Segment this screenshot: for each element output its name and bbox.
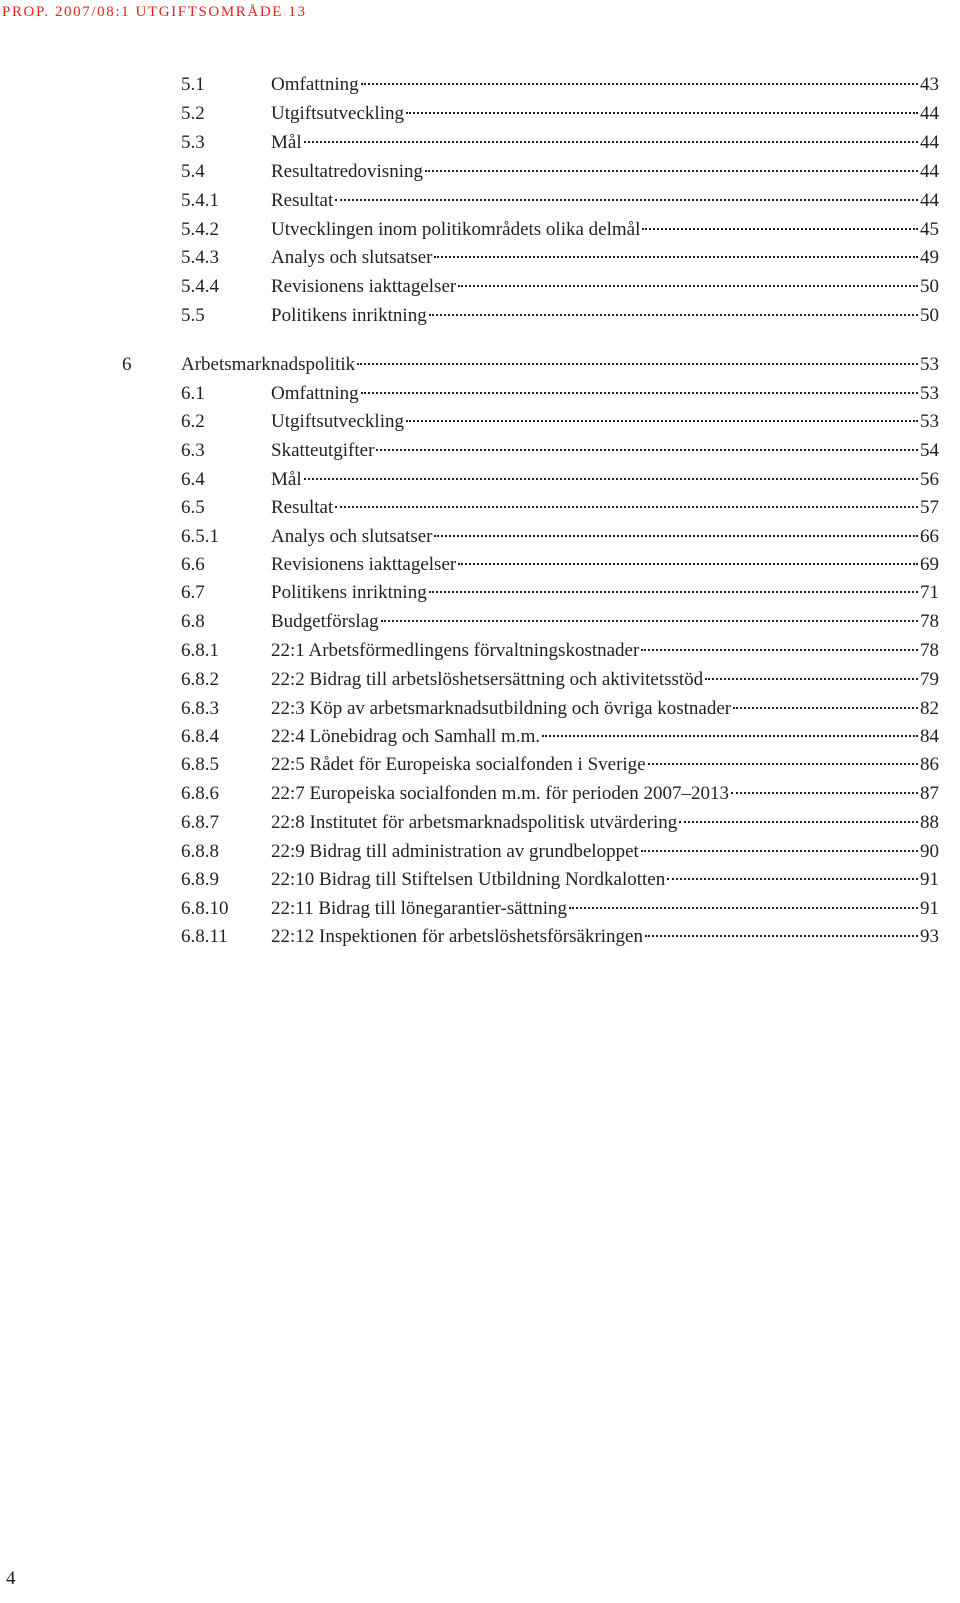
entry-title: 22:5 Rådet för Europeiska socialfonden i Sverige bbox=[271, 754, 646, 775]
entry-number: 5.1 bbox=[181, 74, 205, 95]
entry-title: Analys och slutsatser bbox=[271, 526, 433, 547]
entry-number: 6.8.5 bbox=[181, 754, 219, 775]
toc-entry[interactable] bbox=[0, 894, 960, 923]
entry-title: Resultatredovisning bbox=[271, 161, 423, 182]
toc-entry[interactable] bbox=[0, 465, 960, 494]
entry-line bbox=[271, 550, 939, 579]
entry-title: Politikens inriktning bbox=[271, 305, 427, 326]
entry-title: Analys och slutsatser bbox=[271, 247, 433, 268]
toc-entry[interactable] bbox=[0, 694, 960, 723]
entry-page-number: 44 bbox=[920, 103, 939, 124]
entry-line bbox=[271, 779, 939, 808]
entry-title: Skatteutgifter bbox=[271, 440, 375, 461]
toc-entry[interactable] bbox=[0, 779, 960, 808]
entry-title: Arbetsmarknadspolitik bbox=[181, 354, 356, 375]
dot-leader bbox=[434, 256, 918, 258]
entry-title: Utgiftsutveckling bbox=[271, 103, 404, 124]
entry-number: 6.8.6 bbox=[181, 783, 219, 804]
entry-number: 6.8.11 bbox=[181, 926, 228, 947]
entry-title: 22:2 Bidrag till arbetslöshetsersättning och aktivitetsstöd bbox=[271, 669, 704, 690]
entry-line bbox=[271, 465, 939, 494]
entry-page-number: 44 bbox=[920, 190, 939, 211]
entry-line bbox=[271, 922, 939, 951]
entry-line bbox=[271, 636, 939, 665]
entry-number: 5.4.3 bbox=[181, 247, 219, 268]
entry-line bbox=[271, 243, 939, 272]
dot-leader bbox=[357, 363, 918, 365]
entry-page-number: 69 bbox=[920, 554, 939, 575]
toc-entry[interactable] bbox=[0, 922, 960, 951]
entry-title: Mål bbox=[271, 132, 302, 153]
entry-number: 5.4 bbox=[181, 161, 205, 182]
entry-page-number: 78 bbox=[920, 611, 939, 632]
dot-leader bbox=[406, 420, 918, 422]
entry-page-number: 86 bbox=[920, 754, 939, 775]
entry-title: Utgiftsutveckling bbox=[271, 411, 404, 432]
entry-page-number: 87 bbox=[920, 783, 939, 804]
entry-line bbox=[271, 522, 939, 551]
toc-entry[interactable] bbox=[0, 128, 960, 157]
toc-entry[interactable] bbox=[0, 522, 960, 551]
entry-line bbox=[271, 407, 939, 436]
entry-title: 22:3 Köp av arbetsmarknadsutbildning och övriga kostnader bbox=[271, 698, 732, 719]
entry-number: 6.4 bbox=[181, 469, 205, 490]
entry-number: 6.7 bbox=[181, 582, 205, 603]
entry-line bbox=[271, 215, 939, 244]
dot-leader bbox=[641, 649, 918, 651]
entry-page-number: 91 bbox=[920, 869, 939, 890]
entry-title: Revisionens iakttagelser bbox=[271, 276, 457, 297]
entry-title: 22:7 Europeiska socialfonden m.m. för perioden 2007–2013 bbox=[271, 783, 730, 804]
entry-title: 22:12 Inspektionen för arbetslöshetsförsäkringen bbox=[271, 926, 643, 947]
dot-leader bbox=[641, 850, 918, 852]
entry-page-number: 43 bbox=[920, 74, 939, 95]
entry-line bbox=[271, 894, 939, 923]
dot-leader bbox=[645, 935, 918, 937]
toc-entry[interactable] bbox=[0, 837, 960, 866]
entry-page-number: 84 bbox=[920, 726, 939, 747]
entry-page-number: 79 bbox=[920, 669, 939, 690]
entry-line bbox=[271, 379, 939, 408]
entry-number: 6.8.8 bbox=[181, 841, 219, 862]
entry-page-number: 50 bbox=[920, 276, 939, 297]
dot-leader bbox=[569, 907, 918, 909]
entry-number: 6.1 bbox=[181, 383, 205, 404]
toc-entry[interactable] bbox=[0, 243, 960, 272]
entry-title: Omfattning bbox=[271, 383, 359, 404]
entry-line bbox=[271, 99, 939, 128]
entry-line bbox=[271, 301, 939, 330]
entry-page-number: 90 bbox=[920, 841, 939, 862]
entry-number: 6.3 bbox=[181, 440, 205, 461]
entry-number: 6.5.1 bbox=[181, 526, 219, 547]
entry-number: 6.8.10 bbox=[181, 898, 229, 919]
entry-page-number: 78 bbox=[920, 640, 939, 661]
entry-line bbox=[271, 607, 939, 636]
entry-number: 6.8.1 bbox=[181, 640, 219, 661]
entry-page-number: 93 bbox=[920, 926, 939, 947]
entry-line bbox=[271, 186, 939, 215]
entry-title: Resultat bbox=[271, 190, 334, 211]
dot-leader bbox=[733, 707, 918, 709]
entry-page-number: 53 bbox=[920, 383, 939, 404]
dot-leader bbox=[705, 678, 918, 680]
dot-leader bbox=[335, 199, 918, 201]
toc-entry[interactable] bbox=[0, 301, 960, 330]
toc-entry[interactable] bbox=[0, 636, 960, 665]
toc-entry[interactable] bbox=[0, 436, 960, 465]
entry-page-number: 53 bbox=[920, 354, 939, 375]
dot-leader bbox=[731, 792, 918, 794]
entry-title: Omfattning bbox=[271, 74, 359, 95]
entry-page-number: 56 bbox=[920, 469, 939, 490]
dot-leader bbox=[434, 535, 918, 537]
dot-leader bbox=[361, 392, 918, 394]
entry-number: 6.2 bbox=[181, 411, 205, 432]
entry-line bbox=[271, 272, 939, 301]
entry-number: 6.8.9 bbox=[181, 869, 219, 890]
toc-entry[interactable] bbox=[0, 550, 960, 579]
entry-number: 6.8.3 bbox=[181, 698, 219, 719]
dot-leader bbox=[458, 285, 918, 287]
entry-number: 6 bbox=[122, 354, 132, 375]
entry-line bbox=[271, 128, 939, 157]
entry-line bbox=[181, 350, 939, 379]
dot-leader bbox=[376, 449, 918, 451]
toc-entry[interactable] bbox=[0, 70, 960, 99]
entry-line bbox=[271, 665, 939, 694]
toc-entry[interactable] bbox=[0, 665, 960, 694]
dot-leader bbox=[425, 170, 918, 172]
entry-number: 5.4.4 bbox=[181, 276, 219, 297]
entry-line bbox=[271, 808, 939, 837]
entry-line bbox=[271, 837, 939, 866]
entry-title: 22:11 Bidrag till lönegarantier-sättning bbox=[271, 898, 567, 919]
toc-chapter-entry[interactable] bbox=[0, 350, 960, 379]
entry-title: 22:9 Bidrag till administration av grundbeloppet bbox=[271, 841, 639, 862]
toc-entry[interactable] bbox=[0, 215, 960, 244]
toc-entry[interactable] bbox=[0, 493, 960, 522]
entry-number: 6.6 bbox=[181, 554, 205, 575]
entry-line bbox=[271, 722, 939, 751]
entry-number: 6.5 bbox=[181, 497, 205, 518]
toc-entry[interactable] bbox=[0, 808, 960, 837]
entry-page-number: 50 bbox=[920, 305, 939, 326]
toc-entry[interactable] bbox=[0, 186, 960, 215]
entry-line bbox=[271, 750, 939, 779]
entry-line bbox=[271, 70, 939, 99]
dot-leader bbox=[542, 735, 918, 737]
toc-entry[interactable] bbox=[0, 272, 960, 301]
dot-leader bbox=[429, 591, 918, 593]
toc-entry[interactable] bbox=[0, 99, 960, 128]
entry-title: Utvecklingen inom politikområdets olika delmål bbox=[271, 219, 641, 240]
running-header: PROP. 2007/08:1 UTGIFTSOMRÅDE 13 bbox=[2, 4, 307, 20]
entry-line bbox=[271, 493, 939, 522]
entry-page-number: 44 bbox=[920, 161, 939, 182]
toc-entry[interactable] bbox=[0, 722, 960, 751]
toc-entry[interactable] bbox=[0, 750, 960, 779]
dot-leader bbox=[304, 141, 918, 143]
entry-number: 5.2 bbox=[181, 103, 205, 124]
entry-title: 22:10 Bidrag till Stiftelsen Utbildning Nordkalotten bbox=[271, 869, 666, 890]
entry-line bbox=[271, 157, 939, 186]
entry-page-number: 54 bbox=[920, 440, 939, 461]
entry-number: 6.8 bbox=[181, 611, 205, 632]
dot-leader bbox=[667, 878, 918, 880]
entry-page-number: 44 bbox=[920, 132, 939, 153]
entry-page-number: 57 bbox=[920, 497, 939, 518]
dot-leader bbox=[406, 112, 918, 114]
toc-entry[interactable] bbox=[0, 865, 960, 894]
toc-entry[interactable] bbox=[0, 578, 960, 607]
toc-entry[interactable] bbox=[0, 607, 960, 636]
dot-leader bbox=[679, 821, 918, 823]
entry-title: Revisionens iakttagelser bbox=[271, 554, 457, 575]
entry-page-number: 45 bbox=[920, 219, 939, 240]
entry-number: 5.4.2 bbox=[181, 219, 219, 240]
dot-leader bbox=[429, 314, 918, 316]
dot-leader bbox=[458, 563, 918, 565]
toc-entry[interactable] bbox=[0, 157, 960, 186]
entry-title: 22:1 Arbetsförmedlingens förvaltningskostnader bbox=[271, 640, 640, 661]
page-number: 4 bbox=[6, 1568, 16, 1589]
entry-number: 6.8.4 bbox=[181, 726, 219, 747]
entry-number: 5.3 bbox=[181, 132, 205, 153]
dot-leader bbox=[648, 763, 918, 765]
toc-entry[interactable] bbox=[0, 407, 960, 436]
entry-number: 5.5 bbox=[181, 305, 205, 326]
entry-title: Politikens inriktning bbox=[271, 582, 427, 603]
entry-page-number: 71 bbox=[920, 582, 939, 603]
entry-title: 22:8 Institutet för arbetsmarknadspolitisk utvärdering bbox=[271, 812, 678, 833]
dot-leader bbox=[335, 506, 918, 508]
entry-title: Mål bbox=[271, 469, 302, 490]
dot-leader bbox=[304, 478, 918, 480]
dot-leader bbox=[361, 83, 918, 85]
entry-page-number: 88 bbox=[920, 812, 939, 833]
dot-leader bbox=[642, 228, 918, 230]
toc-entry[interactable] bbox=[0, 379, 960, 408]
entry-number: 6.8.2 bbox=[181, 669, 219, 690]
entry-line bbox=[271, 578, 939, 607]
entry-line bbox=[271, 865, 939, 894]
entry-title: Budgetförslag bbox=[271, 611, 379, 632]
dot-leader bbox=[381, 620, 918, 622]
entry-page-number: 91 bbox=[920, 898, 939, 919]
entry-page-number: 82 bbox=[920, 698, 939, 719]
entry-page-number: 49 bbox=[920, 247, 939, 268]
entry-title: Resultat bbox=[271, 497, 334, 518]
entry-page-number: 66 bbox=[920, 526, 939, 547]
entry-line bbox=[271, 436, 939, 465]
entry-page-number: 53 bbox=[920, 411, 939, 432]
entry-number: 5.4.1 bbox=[181, 190, 219, 211]
entry-title: 22:4 Lönebidrag och Samhall m.m. bbox=[271, 726, 541, 747]
entry-line bbox=[271, 694, 939, 723]
entry-number: 6.8.7 bbox=[181, 812, 219, 833]
